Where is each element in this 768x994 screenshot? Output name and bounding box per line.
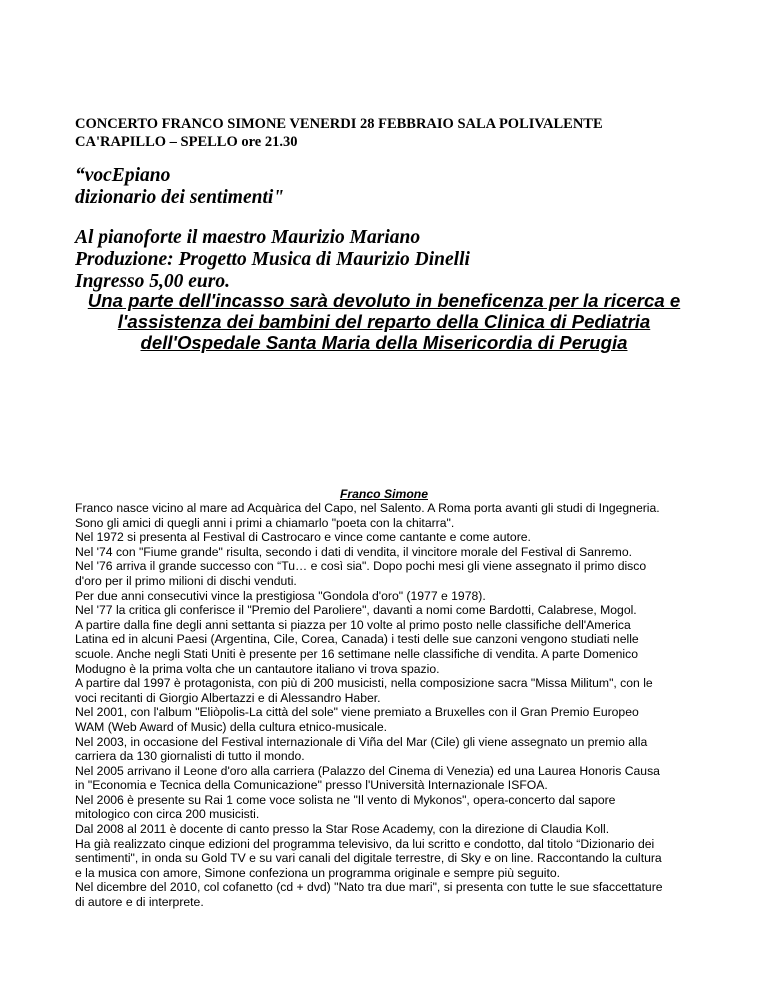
biography-line: Nel '74 con "Fiume grande" risulta, secondo i dati di vendita, il vincitore morale del Festival di Sanremo.: [75, 544, 632, 559]
biography-paragraph: [75, 559, 705, 588]
biography-line: di autore e di interprete.: [75, 895, 204, 910]
charity-line: Una parte dell'incasso sarà devoluto in beneficenza per la ricerca e: [87, 290, 681, 311]
biography-line: Nel 2001, con l'album "Eliòpolis-La città del sole" viene premiato a Bruxelles con il Gran Premio Europeo: [75, 705, 639, 720]
biography-paragraph: [75, 764, 705, 793]
biography-line: Modugno è la prima volta che un cantautore italiano vi trova spazio.: [75, 661, 440, 676]
biography-line: d'oro per il primo milioni di dischi venduti.: [75, 573, 297, 588]
title-line: “vocEpiano: [75, 165, 171, 186]
biography-line: in "Economia e Tecnica della Comunicazione" presso l'Università Internazionale ISFOA.: [75, 778, 548, 793]
biography-body: [75, 501, 705, 910]
biography-line: Nel 2005 arrivano il Leone d'oro alla carriera (Palazzo del Cinema di Venezia) ed una Laurea Honoris Causa: [75, 763, 660, 778]
charity-line: dell'Ospedale Santa Maria della Misericordia di Perugia: [140, 332, 628, 353]
biography-paragraph: [75, 530, 705, 545]
biography-line: mitologico con circa 200 musicisti.: [75, 807, 260, 822]
production-line: Produzione: Progetto Musica di Maurizio Dinelli: [75, 249, 470, 270]
biography-paragraph: [75, 589, 705, 604]
biography-line: carriera da 130 giornalisti di tutto il mondo.: [75, 749, 305, 764]
biography-line: Nel 2003, in occasione del Festival internazionale di Viña del Mar (Cile) gli viene assegnato un premio alla: [75, 734, 648, 749]
biography-paragraph: [75, 880, 705, 909]
biography-line: A partire dal 1997 è protagonista, con più di 200 musicisti, nella composizione sacra "Missa Militum", con le: [75, 676, 653, 691]
biography-line: voci recitanti di Giorgio Albertazzi e di Alessandro Haber.: [75, 690, 381, 705]
biography-line: sentimenti", in onda su Gold TV e su vari canali del digitale terrestre, di Sky e on line. Raccontando la cultura: [75, 851, 662, 866]
pianist-line: Al pianoforte il maestro Maurizio Mariano: [75, 227, 421, 248]
biography-title: Franco Simone: [339, 487, 429, 501]
show-title: [75, 165, 695, 209]
biography-paragraph: [75, 735, 705, 764]
biography-line: Nel 2006 è presente su Rai 1 come voce solista ne "Il vento di Mykonos", opera-concerto dal sapore: [75, 792, 616, 807]
biography-paragraph: [75, 618, 705, 676]
concert-header: [75, 115, 705, 151]
biography-line: Nel 1972 si presenta al Festival di Castrocaro e vince come cantante e come autore.: [75, 530, 531, 545]
entry-price-line: Ingresso 5,00 euro.: [75, 271, 230, 292]
biography-paragraph: [75, 822, 705, 837]
biography-paragraph: [75, 837, 705, 881]
biography-line: WAM (Web Award of Music) della cultura etnico-musicale.: [75, 719, 388, 734]
biography-line: Latina ed in alcuni Paesi (Argentina, Cile, Corea, Canada) i testi delle sue canzoni vengono studiati nelle: [75, 632, 639, 647]
biography-paragraph: [75, 793, 705, 822]
header-line: CONCERTO FRANCO SIMONE VENERDI 28 FEBBRAIO SALA POLIVALENTE: [75, 116, 603, 132]
biography-line: Ha già realizzato cinque edizioni del programma televisivo, da lui scritto e condotto, dal titolo “Dizionario dei: [75, 836, 655, 851]
biography-line: Nel dicembre del 2010, col cofanetto (cd + dvd) "Nato tra due mari", si presenta con tutte le sue sfaccettature: [75, 880, 663, 895]
biography-paragraph: [75, 501, 705, 530]
biography-line: A partire dalla fine degli anni settanta si piazza per 10 volte al primo posto nelle classifiche dell'America: [75, 617, 631, 632]
credits-block: [75, 227, 715, 293]
biography-line: e la musica con amore, Simone confeziona un programma originale e sempre più seguito.: [75, 865, 561, 880]
biography-line: Franco nasce vicino al mare ad Acquàrica del Capo, nel Salento. A Roma porta avanti gli studi di Ingegneria.: [75, 501, 660, 515]
title-line: dizionario dei sentimenti": [75, 187, 285, 208]
biography-line: Sono gli amici di quegli anni i primi a chiamarlo "poeta con la chitarra".: [75, 515, 455, 530]
biography-line: Nel '77 la critica gli conferisce il "Premio del Paroliere", davanti a nomi come Bardotti, Calabrese, Mogol.: [75, 603, 637, 618]
biography-paragraph: [75, 705, 705, 734]
biography-line: Nel '76 arriva il grande successo con “Tu… e così sia". Dopo pochi mesi gli viene assegnato il primo disco: [75, 559, 647, 574]
biography-line: scuole. Anche negli Stati Uniti è presente per 16 settimane nelle classifiche di vendita. A parte Domenico: [75, 646, 638, 661]
biography-paragraph: [75, 603, 705, 618]
header-line: CA'RAPILLO – SPELLO ore 21.30: [75, 134, 298, 150]
biography-line: Dal 2008 al 2011 è docente di canto presso la Star Rose Academy, con la direzione di Claudia Koll.: [75, 822, 610, 837]
charity-line: l'assistenza dei bambini del reparto della Clinica di Pediatria: [117, 311, 651, 332]
biography-line: Per due anni consecutivi vince la prestigiosa "Gondola d'oro" (1977 e 1978).: [75, 588, 486, 603]
biography-paragraph: [75, 545, 705, 560]
charity-notice: [60, 290, 708, 353]
biography-paragraph: [75, 676, 705, 705]
